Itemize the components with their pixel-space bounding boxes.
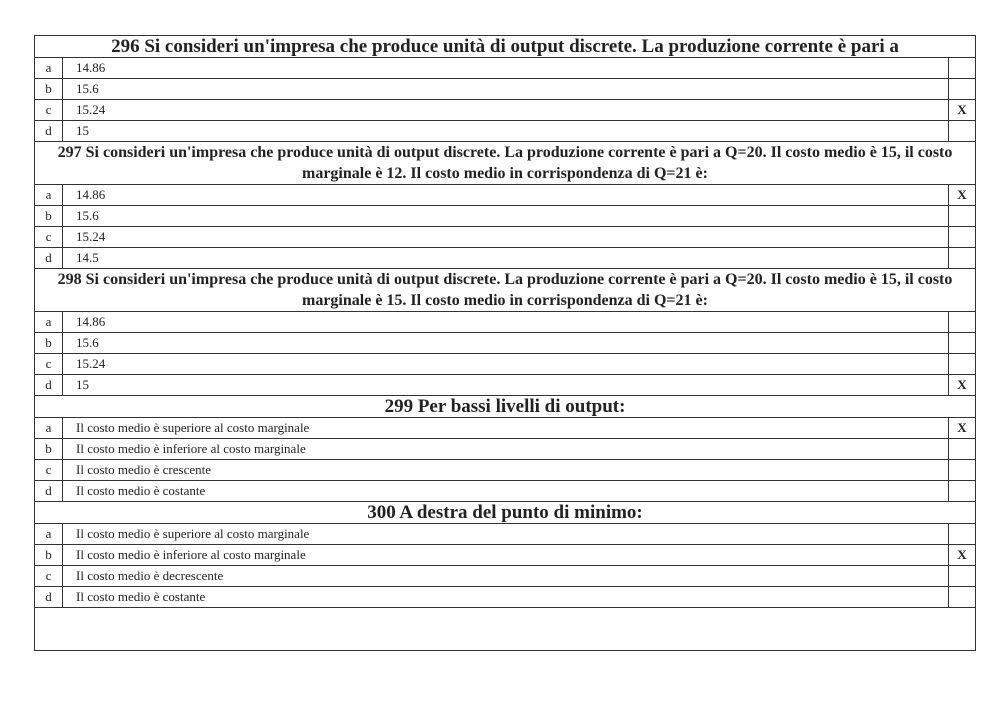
answer-text: 14.86 (63, 185, 949, 206)
answer-letter: a (35, 58, 63, 79)
question-title: 296 Si consideri un'impresa che produce unità di output discrete. La produzione corrente è pari a (35, 36, 976, 58)
answer-text: 15.6 (63, 333, 949, 354)
correct-answer-mark: X (948, 418, 975, 439)
answer-letter: c (35, 460, 63, 481)
blank-row (35, 608, 976, 651)
answer-letter: c (35, 354, 63, 375)
correct-answer-mark (948, 460, 975, 481)
answer-row (35, 185, 976, 206)
answer-row (35, 375, 976, 396)
answer-row (35, 227, 976, 248)
question-row (35, 142, 976, 185)
answer-row (35, 418, 976, 439)
answer-text: Il costo medio è inferiore al costo marginale (63, 545, 949, 566)
answer-letter: c (35, 227, 63, 248)
question-title: 299 Per bassi livelli di output: (35, 396, 976, 418)
answer-text: 14.86 (63, 312, 949, 333)
answer-text: Il costo medio è crescente (63, 460, 949, 481)
answer-letter: c (35, 100, 63, 121)
correct-answer-mark: X (948, 185, 975, 206)
answer-row (35, 545, 976, 566)
answer-letter: d (35, 375, 63, 396)
answer-letter: d (35, 587, 63, 608)
answer-row (35, 100, 976, 121)
correct-answer-mark: X (948, 100, 975, 121)
answer-letter: a (35, 312, 63, 333)
answer-row (35, 524, 976, 545)
answer-letter: b (35, 333, 63, 354)
answer-letter: d (35, 121, 63, 142)
correct-answer-mark (948, 354, 975, 375)
answer-row (35, 460, 976, 481)
question-title: 297 Si consideri un'impresa che produce unità di output discrete. La produzione corrente è pari a Q=20. Il costo medio è 15, il costo marginale è 12. Il costo medio in corrispondenza di Q=21 è: (35, 142, 976, 185)
answer-text: 15.6 (63, 79, 949, 100)
correct-answer-mark (948, 121, 975, 142)
correct-answer-mark (948, 587, 975, 608)
answer-row (35, 58, 976, 79)
answer-letter: b (35, 439, 63, 460)
answer-text: 15 (63, 121, 949, 142)
correct-answer-mark (948, 79, 975, 100)
answer-letter: a (35, 418, 63, 439)
answer-letter: a (35, 524, 63, 545)
answer-text: 14.5 (63, 248, 949, 269)
answer-text: 15.6 (63, 206, 949, 227)
correct-answer-mark (948, 524, 975, 545)
answer-text: 15.24 (63, 100, 949, 121)
answer-text: 15.24 (63, 354, 949, 375)
answer-letter: c (35, 566, 63, 587)
answer-row (35, 587, 976, 608)
answer-text: Il costo medio è superiore al costo marginale (63, 418, 949, 439)
question-title: 300 A destra del punto di minimo: (35, 502, 976, 524)
answer-row (35, 439, 976, 460)
answer-letter: b (35, 545, 63, 566)
correct-answer-mark (948, 333, 975, 354)
correct-answer-mark (948, 206, 975, 227)
correct-answer-mark (948, 58, 975, 79)
answer-text: Il costo medio è costante (63, 587, 949, 608)
correct-answer-mark (948, 312, 975, 333)
answer-text: 14.86 (63, 58, 949, 79)
quiz-table (34, 35, 976, 651)
answer-row (35, 121, 976, 142)
correct-answer-mark: X (948, 545, 975, 566)
answer-text: Il costo medio è inferiore al costo marginale (63, 439, 949, 460)
question-row (35, 269, 976, 312)
answer-text: 15 (63, 375, 949, 396)
answer-row (35, 312, 976, 333)
answer-text: Il costo medio è decrescente (63, 566, 949, 587)
answer-row (35, 333, 976, 354)
quiz-sheet (34, 35, 976, 651)
answer-row (35, 248, 976, 269)
answer-letter: b (35, 206, 63, 227)
answer-text: 15.24 (63, 227, 949, 248)
answer-row (35, 206, 976, 227)
question-title: 298 Si consideri un'impresa che produce unità di output discrete. La produzione corrente è pari a Q=20. Il costo medio è 15, il costo marginale è 15. Il costo medio in corrispondenza di Q=21 è: (35, 269, 976, 312)
answer-letter: a (35, 185, 63, 206)
question-row (35, 36, 976, 58)
question-row (35, 396, 976, 418)
answer-row (35, 566, 976, 587)
correct-answer-mark: X (948, 375, 975, 396)
correct-answer-mark (948, 566, 975, 587)
answer-letter: b (35, 79, 63, 100)
answer-letter: d (35, 248, 63, 269)
correct-answer-mark (948, 227, 975, 248)
correct-answer-mark (948, 481, 975, 502)
answer-row (35, 79, 976, 100)
answer-text: Il costo medio è superiore al costo marginale (63, 524, 949, 545)
answer-row (35, 354, 976, 375)
blank-cell (35, 608, 976, 651)
answer-row (35, 481, 976, 502)
question-row (35, 502, 976, 524)
correct-answer-mark (948, 248, 975, 269)
correct-answer-mark (948, 439, 975, 460)
answer-text: Il costo medio è costante (63, 481, 949, 502)
answer-letter: d (35, 481, 63, 502)
